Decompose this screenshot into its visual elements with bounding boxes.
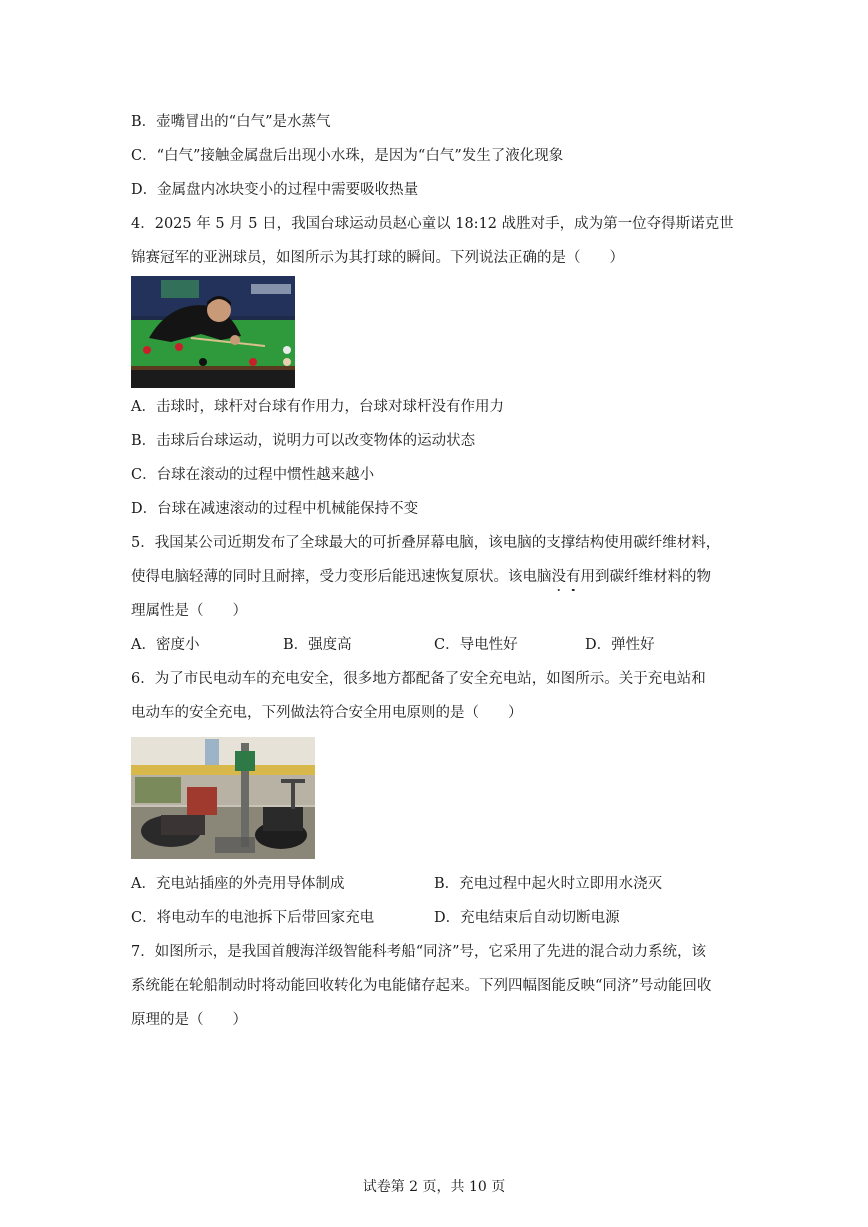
q7-stem-line1: 7．如图所示，是我国首艘海洋级智能科考船“同济”号，它采用了先进的混合动力系统，该 [131,944,707,960]
q3-option-d: D．金属盘内冰块变小的过程中需要吸收热量 [131,182,419,198]
q6-option-a: A．充电站插座的外壳用导体制成 [131,876,345,892]
q6-option-d: D．充电结束后自动切断电源 [434,910,620,926]
q4-stem-line1: 4．2025 年 5 月 5 日，我国台球运动员赵心童以 18:12 战胜对手，成为第一位夺得斯诺克世 [131,216,734,232]
q4-option-b: B．击球后台球运动，说明力可以改变物体的运动状态 [131,433,476,449]
q5-stem-line2 [131,567,711,587]
q5-stem-line2-part1: 使得电脑轻薄的同时且耐摔，受力变形后能迅速恢复原状。该电脑 [131,569,552,585]
q5-option-a: A．密度小 [131,637,200,653]
snooker-photo [131,276,295,388]
q5-option-c: C．导电性好 [434,637,518,653]
q6-option-c: C．将电动车的电池拆下后带回家充电 [131,910,375,926]
q4-option-a: A．击球时，球杆对台球有作用力，台球对球杆没有作用力 [131,399,504,415]
page-footer: 试卷第 2 页，共 10 页 [362,1179,506,1195]
q5-stem-line1: 5．我国某公司近期发布了全球最大的可折叠屏幕电脑，该电脑的支撑结构使用碳纤维材料， [131,535,721,551]
q5-stem-line3: 理属性是（ ） [131,603,247,619]
q4-option-d: D．台球在减速滚动的过程中机械能保持不变 [131,501,419,517]
q7-stem-line3: 原理的是（ ） [131,1012,247,1028]
q4-option-c: C．台球在滚动的过程中惯性越来越小 [131,467,375,483]
q3-option-b: B．壶嘴冒出的“白气”是水蒸气 [131,114,331,130]
charging-station-photo [131,737,315,859]
q4-stem-line2: 锦赛冠军的亚洲球员，如图所示为其打球的瞬间。下列说法正确的是（ ） [131,250,624,266]
q5-option-b: B．强度高 [283,637,352,653]
q5-stem-line2-part2: 用到碳纤维材料的物 [580,569,711,585]
q7-stem-line2: 系统能在轮船制动时将动能回收转化为电能储存起来。下列四幅图能反映“同济”号动能回收 [131,978,712,994]
emphasis-char-2: 有 [566,569,581,585]
q6-stem-line2: 电动车的安全充电，下列做法符合安全用电原则的是（ ） [131,705,523,721]
q6-option-b: B．充电过程中起火时立即用水浇灭 [434,876,663,892]
q6-stem-line1: 6．为了市民电动车的充电安全，很多地方都配备了安全充电站，如图所示。关于充电站和 [131,671,706,687]
q3-option-c: C．“白气”接触金属盘后出现小水珠，是因为“白气”发生了液化现象 [131,148,564,164]
emphasis-char-1: 没 [551,569,566,585]
q5-option-d: D．弹性好 [585,637,655,653]
